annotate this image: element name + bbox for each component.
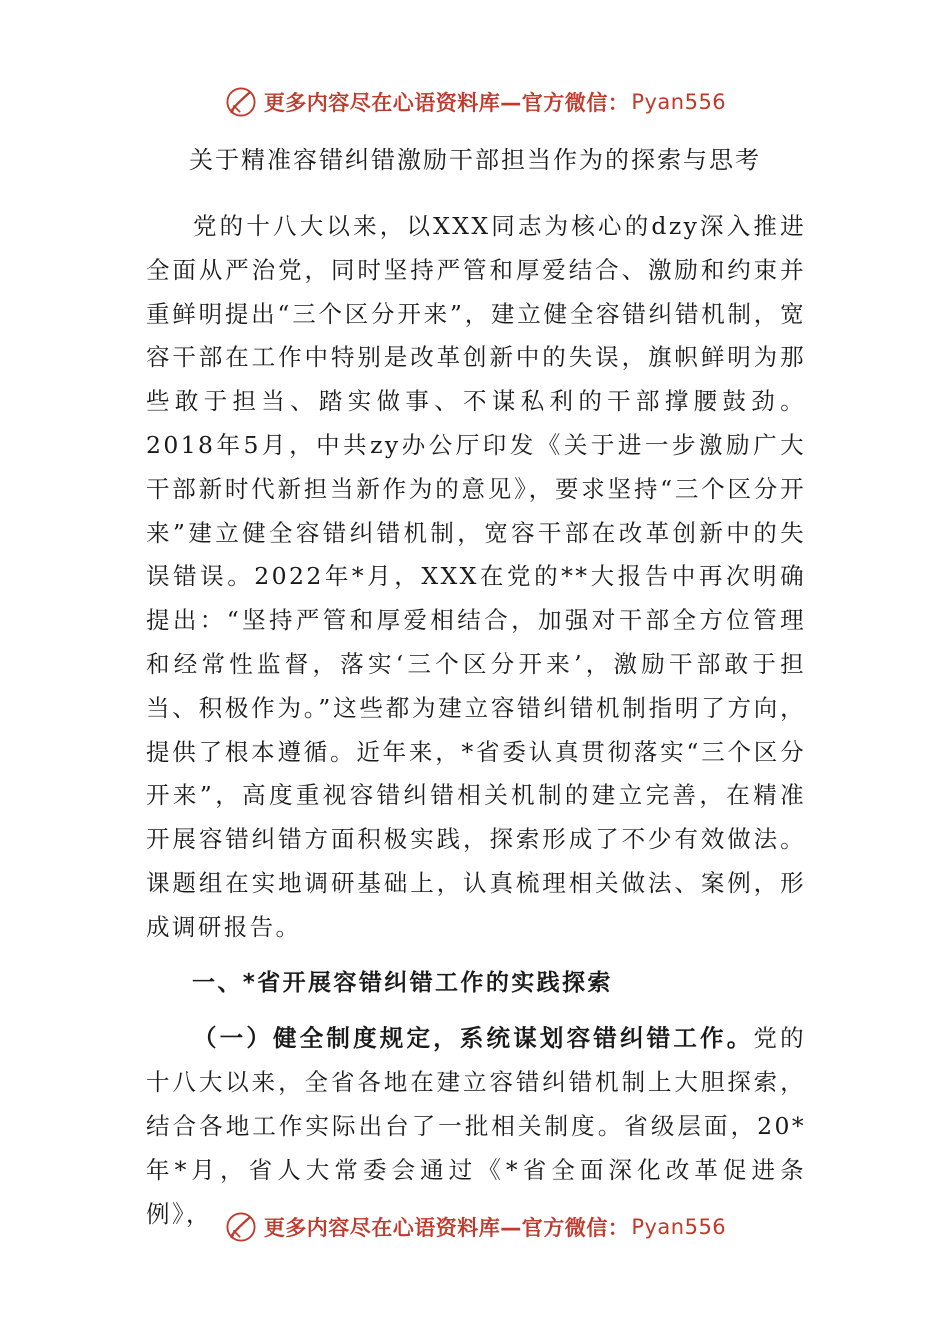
pen-logo-icon [224, 1210, 258, 1244]
subsection-paragraph [146, 1017, 806, 1236]
section-heading: 一、*省开展容错纠错工作的实践探索 [192, 969, 613, 996]
watermark-header [0, 80, 950, 124]
watermark-text: 更多内容尽在心语资料库—官方微信： [263, 1216, 630, 1240]
document-body [146, 205, 806, 1236]
subsection-lead: （一）健全制度规定，系统谋划容错纠错工作。 [193, 1024, 754, 1053]
subsection-body: 党的十八大以来，全省各地在建立容错纠错机制上大胆探索，结合各地工作实际出台了一批相关制度。省级层面，20*年*月，省人大常委会通过《*省全面深化改革促进条例》， [146, 1024, 806, 1228]
intro-paragraph: 党的十八大以来，以XXX同志为核心的dzy深入推进全面从严治党，同时坚持严管和厚爱结合、激励和约束并重鲜明提出“三个区分开来”，建立健全容错纠错机制，宽容干部在工作中特别是改革创新中的失误，旗帜鲜明为那些敢于担当、踏实做事、不谋私利的干部撑腰鼓劲。2018年5月，中共zy办公厅印发《关于进一步激励广大干部新时代新担当新作为的意见》，要求坚持“三个区分开来”建立健全容错纠错机制，宽容干部在改革创新中的失误错误。2022年*月，XXX在党的**大报告中再次明确提出：“坚持严管和厚爱相结合，加强对干部全方位管理和经常性监督，落实‘三个区分开来’，激励干部敢于担当、积极作为。”这些都为建立容错纠错机制指明了方向，提供了根本遵循。近年来，*省委认真贯彻落实“三个区分开来”，高度重视容错纠错相关机制的建立完善，在精准开展容错纠错方面积极实践，探索形成了不少有效做法。课题组在实地调研基础上，认真梳理相关做法、案例，形成调研报告。 [146, 212, 806, 941]
pen-logo-icon [224, 85, 258, 119]
document-title: 关于精准容错纠错激励干部担当作为的探索与思考 [189, 146, 761, 174]
watermark-text: 更多内容尽在心语资料库—官方微信： [263, 91, 630, 115]
watermark-wechat-id: Pyan556 [631, 1215, 727, 1239]
watermark-footer [0, 1205, 950, 1249]
watermark-wechat-id: Pyan556 [631, 90, 727, 114]
